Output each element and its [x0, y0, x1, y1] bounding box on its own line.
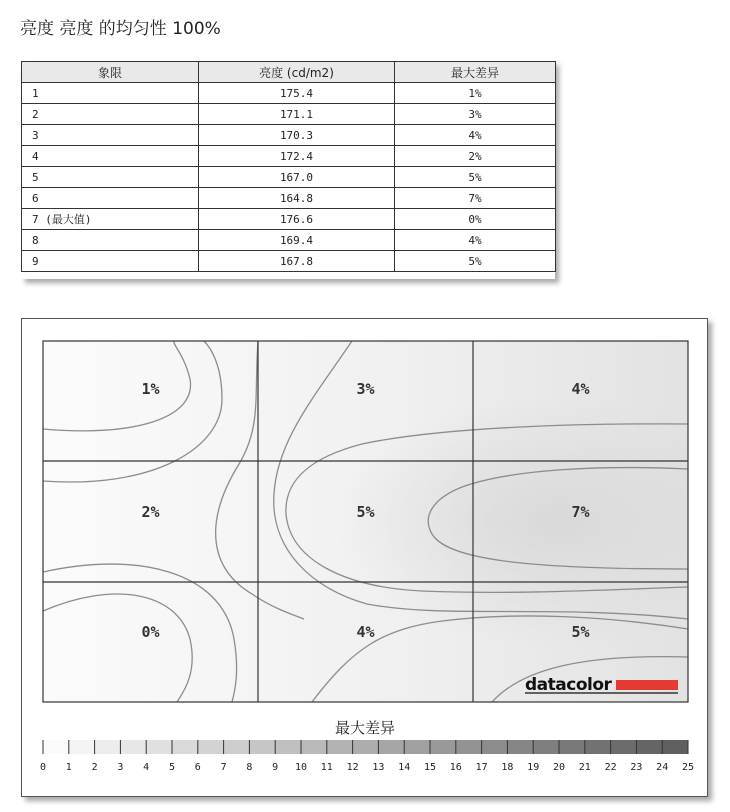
uniformity-chart-panel: [21, 318, 708, 797]
quadrant-cell: 6: [22, 188, 199, 209]
column-header-luminance: 亮度 (cd/m2): [199, 62, 395, 83]
luminance-cell: 169.4: [199, 230, 395, 251]
scale-swatch: [482, 740, 508, 754]
quadrant-cell: 1: [22, 83, 199, 104]
quadrant-cell: 4: [22, 146, 199, 167]
scale-tick-label: 25: [681, 762, 695, 773]
cell-label: 7%: [571, 502, 590, 521]
scale-tick-label: 23: [630, 762, 643, 773]
scale-swatch: [611, 740, 637, 754]
scale-tick-label: 6: [194, 762, 201, 773]
max-diff-cell: 7%: [395, 188, 556, 209]
scale-tick-label: 5: [168, 762, 176, 773]
cell-label: 1%: [141, 380, 160, 399]
table-header-row: [22, 62, 556, 83]
scale-swatch: [456, 740, 482, 754]
scale-swatch: [559, 740, 585, 754]
scale-tick-label: 2: [91, 762, 98, 773]
scale-tick-label: 18: [501, 762, 514, 773]
scale-swatch: [378, 740, 404, 754]
scale-tick-label: 4: [143, 762, 150, 773]
scale-swatch: [507, 740, 533, 754]
max-diff-cell: 5%: [395, 167, 556, 188]
table-row: [22, 146, 556, 167]
max-diff-cell: 4%: [395, 125, 556, 146]
scale-tick-label: 1: [65, 762, 72, 773]
quadrant-cell: 7 (最大值): [22, 209, 199, 230]
luminance-cell: 171.1: [199, 104, 395, 125]
quadrant-cell: 8: [22, 230, 199, 251]
scale-tick-label: 12: [346, 762, 359, 773]
scale-tick-label: 20: [552, 762, 566, 773]
scale-swatch: [533, 740, 559, 754]
scale-swatch: [146, 740, 172, 754]
luminance-cell: 167.8: [199, 251, 395, 272]
quadrant-cell: 9: [22, 251, 199, 272]
scale-swatch: [249, 740, 275, 754]
page-title: 亮度 亮度 的均匀性 100%: [20, 19, 221, 39]
cell-label: 3%: [356, 380, 375, 399]
table-row: [22, 167, 556, 188]
cell-label: 5%: [571, 623, 590, 642]
luminance-cell: 170.3: [199, 125, 395, 146]
cell-label: 0%: [141, 623, 160, 642]
max-diff-cell: 5%: [395, 251, 556, 272]
luminance-cell: 172.4: [199, 146, 395, 167]
scale-tick-label: 13: [372, 762, 385, 773]
cell-label: 2%: [141, 502, 160, 521]
table-row: [22, 125, 556, 146]
table-row: [22, 209, 556, 230]
scale-tick-label: 19: [527, 762, 540, 773]
scale-tick-label: 8: [246, 762, 253, 773]
scale-swatch: [120, 740, 146, 754]
luminance-cell: 164.8: [199, 188, 395, 209]
scale-swatch: [224, 740, 250, 754]
luminance-cell: 167.0: [199, 167, 395, 188]
scale-swatch: [69, 740, 95, 754]
quadrant-cell: 3: [22, 125, 199, 146]
quadrant-cell: 2: [22, 104, 199, 125]
datacolor-logo-text: datacolor: [525, 675, 612, 695]
scale-tick-label: 22: [604, 762, 617, 773]
scale-tick-label: 3: [117, 762, 124, 773]
max-diff-cell: 1%: [395, 83, 556, 104]
cell-label: 5%: [356, 502, 375, 521]
scale-tick-label: 7: [220, 762, 227, 773]
scale-swatch: [198, 740, 224, 754]
uniformity-heatmap: [22, 319, 707, 796]
scale-tick-label: 14: [398, 762, 411, 773]
table-row: [22, 230, 556, 251]
scale-swatch: [662, 740, 688, 754]
max-diff-cell: 4%: [395, 230, 556, 251]
scale-swatch: [172, 740, 198, 754]
cell-label: 4%: [356, 623, 375, 642]
luminance-cell: 176.6: [199, 209, 395, 230]
scale-swatch: [404, 740, 430, 754]
uniformity-table: [21, 61, 556, 272]
max-diff-cell: 0%: [395, 209, 556, 230]
scale-swatch: [95, 740, 121, 754]
max-diff-cell: 2%: [395, 146, 556, 167]
column-header-quadrant: 象限: [22, 62, 199, 83]
scale-swatch: [275, 740, 301, 754]
cell-label: 4%: [571, 380, 590, 399]
scale-tick-label: 0: [39, 762, 47, 773]
column-header-max-diff: 最大差异: [395, 62, 556, 83]
scale-tick-label: 16: [449, 762, 462, 773]
quadrant-cell: 5: [22, 167, 199, 188]
uniformity-table-panel: [21, 61, 555, 279]
table-row: [22, 251, 556, 272]
scale-swatch: [43, 740, 69, 754]
scale-swatch: [636, 740, 662, 754]
table-row: [22, 188, 556, 209]
scale-tick-label: 10: [294, 762, 308, 773]
scale-tick-label: 15: [423, 762, 437, 773]
scale-tick-label: 17: [475, 762, 488, 773]
scale-swatch: [353, 740, 379, 754]
table-row: [22, 104, 556, 125]
heatmap-plot: [43, 341, 688, 702]
color-scale: [40, 740, 694, 773]
max-diff-cell: 3%: [395, 104, 556, 125]
scale-swatch: [327, 740, 353, 754]
scale-swatch: [585, 740, 611, 754]
scale-tick-label: 11: [320, 762, 333, 773]
datacolor-logo-bar: [616, 680, 678, 690]
luminance-cell: 175.4: [199, 83, 395, 104]
scale-tick-label: 24: [656, 762, 669, 773]
legend-title: 最大差异: [334, 719, 396, 737]
scale-tick-label: 21: [578, 762, 591, 773]
scale-tick-label: 9: [272, 762, 279, 773]
table-row: [22, 83, 556, 104]
scale-swatch: [301, 740, 327, 754]
scale-swatch: [430, 740, 456, 754]
